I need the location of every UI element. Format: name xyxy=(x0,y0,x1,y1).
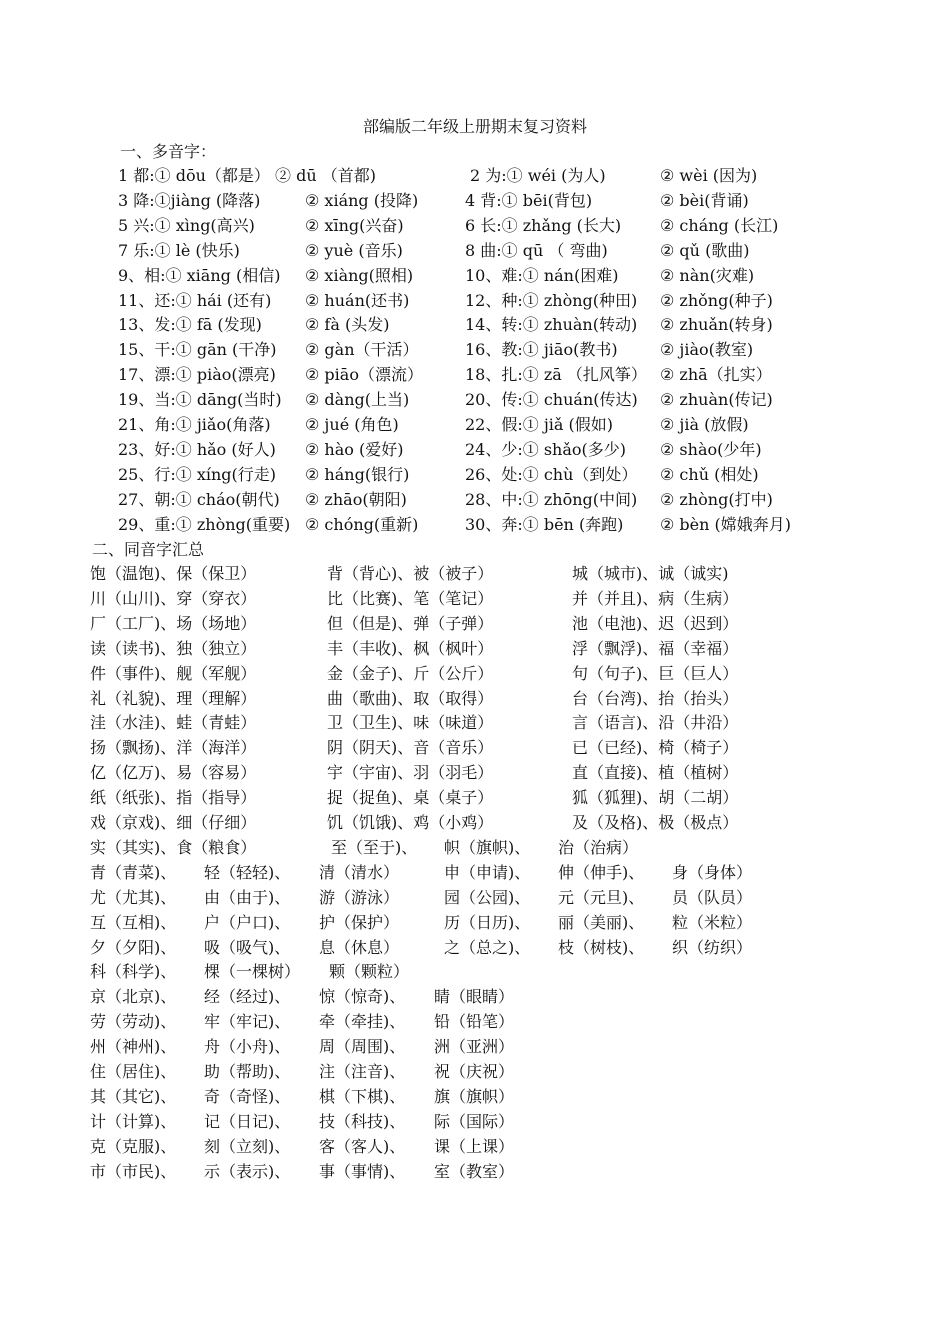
polyphonic-entry: ② zhāo(朝阳) xyxy=(305,489,407,509)
homophone-entry: 劳（劳动)、 xyxy=(90,1012,177,1032)
polyphonic-entry: ② dàng(上当) xyxy=(305,390,410,410)
homophone-entry: 洼（水洼)、蛙（青蛙） xyxy=(90,713,257,733)
homophone-entry: 阴（阴天)、音（音乐） xyxy=(327,738,494,758)
homophone-entry: 饱（温饱)、保（保卫） xyxy=(90,564,257,583)
homophone-entry: 但（但是)、弹（子弹） xyxy=(327,613,494,633)
homophone-entry: 句（句子)、巨（巨人） xyxy=(572,663,739,683)
homophone-entry: 亿（亿万)、易（容易） xyxy=(90,763,257,783)
homophone-entry: 实（其实)、食（粮食） xyxy=(90,837,257,857)
polyphonic-entry: ② bèn (嫦娥奔月) xyxy=(660,514,792,534)
homophone-entry: 曲（歌曲)、取（取得） xyxy=(327,688,494,708)
homophone-entry: 背（背心)、被（被子） xyxy=(327,564,494,583)
polyphonic-entry: ② cháng (长江) xyxy=(660,215,779,235)
homophone-entry: 记（日记)、 xyxy=(204,1111,291,1131)
homophone-entry: 帜（旗帜)、 xyxy=(444,837,531,857)
homophone-entry: 粒（米粒） xyxy=(672,912,753,932)
section-heading-polyphonic: 一、多音字： xyxy=(120,142,217,161)
homophone-entry: 铅（铅笔） xyxy=(434,1012,515,1032)
homophone-entry: 读（读书)、独（独立） xyxy=(90,638,257,658)
homophone-entry: 洲（亚洲） xyxy=(434,1037,515,1057)
polyphonic-entry: ② fà (头发) xyxy=(305,315,390,335)
homophone-entry: 息（休息） xyxy=(319,937,400,957)
homophone-entry: 并（并且)、病（生病） xyxy=(572,588,739,608)
homophone-entry: 牵（牵挂)、 xyxy=(319,1012,406,1032)
homophone-entry: 丰（丰收)、枫（枫叶） xyxy=(327,638,494,658)
polyphonic-entry: 8 曲:① qū （ 弯曲) xyxy=(465,240,608,260)
polyphonic-entry: 3 降:①jiàng (降落) xyxy=(118,190,261,210)
homophone-entry: 吸（吸气)、 xyxy=(204,937,291,957)
polyphonic-entry: 23、好:① hǎo (好人) xyxy=(118,439,276,459)
polyphonic-entry: ② shào(少年) xyxy=(660,439,762,459)
polyphonic-entry: 14、转:① zhuàn(转动) xyxy=(465,315,638,335)
polyphonic-entry: ② nàn(灾难) xyxy=(660,265,755,285)
homophone-entry: 注（注音)、 xyxy=(319,1062,406,1081)
polyphonic-entry: ② bèi(背诵) xyxy=(660,190,749,210)
polyphonic-entry: ② yuè (音乐) xyxy=(305,240,403,260)
homophone-entry: 扬（飘扬)、洋（海洋） xyxy=(90,738,257,758)
polyphonic-entry: 15、干:① gān (干净) xyxy=(118,340,277,360)
polyphonic-entry: ② xiáng (投降) xyxy=(305,190,419,210)
polyphonic-entry: ② zhòng(打中) xyxy=(660,489,773,509)
homophone-entry: 织（纺织） xyxy=(672,937,753,957)
homophone-entry: 纸（纸张)、指（指导） xyxy=(90,788,257,808)
polyphonic-entry: 5 兴:① xìng(高兴) xyxy=(118,215,255,235)
polyphonic-entry: 19、当:① dāng(当时) xyxy=(118,390,282,410)
homophone-entry: 浮（飘浮)、福（幸福） xyxy=(572,638,739,658)
homophone-entry: 捉（捉鱼)、桌（桌子） xyxy=(327,788,494,808)
polyphonic-entry: ② háng(银行) xyxy=(305,464,410,484)
homophone-entry: 事（事情)、 xyxy=(319,1161,406,1181)
homophone-entry: 及（及格)、极（极点） xyxy=(572,813,739,832)
polyphonic-entry: 18、扎:① zā （扎风筝） xyxy=(465,365,647,385)
homophone-entry: 科（科学)、 xyxy=(90,962,177,982)
homophone-entry: 棋（下棋)、 xyxy=(319,1086,406,1106)
homophone-entry: 示（表示)、 xyxy=(204,1161,291,1181)
homophone-entry: 元（元旦)、 xyxy=(558,887,645,907)
homophone-entry: 川（山川)、穿（穿衣） xyxy=(90,588,257,608)
homophone-entry: 舟（小舟)、 xyxy=(204,1037,291,1057)
homophone-entry: 技（科技)、 xyxy=(319,1111,406,1131)
homophone-entry: 比（比赛)、笔（笔记） xyxy=(327,588,494,608)
polyphonic-entry: 24、少:① shǎo(多少) xyxy=(465,439,627,459)
homophone-entry: 枝（树枝)、 xyxy=(558,937,645,957)
homophone-entry: 计（计算)、 xyxy=(90,1111,177,1131)
homophone-entry: 直（直接)、植（植树） xyxy=(572,763,739,783)
polyphonic-entry: 13、发:① fā (发现) xyxy=(118,315,262,335)
homophone-entry: 言（语言)、沿（井沿） xyxy=(572,713,739,733)
polyphonic-entry: 27、朝:① cháo(朝代) xyxy=(118,489,280,509)
polyphonic-entry: 29、重:① zhòng(重要) xyxy=(118,514,291,534)
homophone-entry: 互（互相)、 xyxy=(90,912,177,932)
homophone-entry: 件（事件)、舰（军舰） xyxy=(90,663,257,683)
page-title: 部编版二年级上册期末复习资料 xyxy=(362,117,587,136)
homophone-entry: 惊（惊奇)、 xyxy=(319,987,406,1007)
homophone-entry: 际（国际） xyxy=(434,1111,515,1131)
polyphonic-entry: 16、教:① jiāo(教书) xyxy=(465,340,618,360)
homophone-entry: 身（身体） xyxy=(672,862,753,882)
polyphonic-entry: ② jué (角色) xyxy=(305,415,399,434)
homophone-entry: 室（教室） xyxy=(434,1161,515,1181)
polyphonic-entry: 6 长:① zhǎng (长大) xyxy=(465,215,622,235)
homophone-entry: 宇（宇宙)、羽（羽毛） xyxy=(327,763,494,783)
homophone-entry: 历（日历)、 xyxy=(444,912,531,932)
polyphonic-entry: 12、种:① zhòng(种田) xyxy=(465,290,638,310)
homophone-entry: 颗（颗粒） xyxy=(329,962,410,982)
polyphonic-entry: 4 背:① bēi(背包) xyxy=(465,190,593,210)
homophone-entry: 护（保护） xyxy=(319,912,400,932)
polyphonic-entry: 9、相:① xiāng (相信) xyxy=(118,265,281,285)
section-heading-homophones: 二、同音字汇总 xyxy=(92,540,205,559)
homophone-entry: 清（清水） xyxy=(319,862,400,882)
homophone-entry: 员（队员） xyxy=(672,887,753,907)
homophone-entry: 助（帮助)、 xyxy=(204,1062,291,1081)
homophone-entry: 克（克服)、 xyxy=(90,1136,177,1156)
polyphonic-entry: ② xiàng(照相) xyxy=(305,265,414,285)
polyphonic-entry: ② hào (爱好) xyxy=(305,439,404,459)
homophone-entry: 卫（卫生)、味（味道） xyxy=(327,713,494,733)
homophone-entry: 经（经过)、 xyxy=(204,987,291,1007)
homophone-entry: 伸（伸手)、 xyxy=(558,862,645,882)
homophone-entry: 牢（牢记)、 xyxy=(204,1012,291,1032)
polyphonic-entry: ② huán(还书) xyxy=(305,290,410,310)
polyphonic-entry: 10、难:① nán(困难) xyxy=(465,265,619,285)
homophone-entry: 申（申请)、 xyxy=(444,862,531,882)
polyphonic-entry: 25、行:① xíng(行走) xyxy=(118,464,277,484)
homophone-entry: 户（户口)、 xyxy=(204,912,291,932)
polyphonic-entry: ② xīng(兴奋) xyxy=(305,215,404,235)
polyphonic-entry: 2 为:① wéi (为人) xyxy=(470,166,606,185)
homophone-entry: 奇（奇怪)、 xyxy=(204,1086,291,1106)
homophone-entry: 丽（美丽)、 xyxy=(558,912,645,932)
homophone-entry: 祝（庆祝） xyxy=(434,1062,515,1081)
polyphonic-entry: ② chóng(重新) xyxy=(305,514,419,534)
homophone-entry: 池（电池)、迟（迟到） xyxy=(572,613,739,633)
homophone-entry: 已（已经)、椅（椅子） xyxy=(572,738,739,758)
homophone-entry: 旗（旗帜） xyxy=(434,1086,515,1106)
polyphonic-entry: ② zhuǎn(转身) xyxy=(660,315,773,335)
homophone-entry: 礼（礼貌)、理（理解） xyxy=(90,688,257,708)
homophone-entry: 之（总之)、 xyxy=(444,937,531,957)
homophone-entry: 刻（立刻)、 xyxy=(204,1136,291,1156)
homophone-entry: 周（周围)、 xyxy=(319,1037,406,1057)
polyphonic-entry: 22、假:① jiǎ (假如) xyxy=(465,415,614,434)
polyphonic-entry: ② qǔ (歌曲) xyxy=(660,240,750,260)
polyphonic-entry: ② jiào(教室) xyxy=(660,340,754,360)
homophone-entry: 金（金子)、斤（公斤） xyxy=(327,663,494,683)
homophone-entry: 市（市民)、 xyxy=(90,1161,177,1181)
homophone-entry: 州（神州)、 xyxy=(90,1037,177,1057)
polyphonic-entry: ② gàn（干活） xyxy=(305,340,419,360)
polyphonic-entry: 21、角:① jiǎo(角落) xyxy=(118,415,271,434)
polyphonic-entry: 20、传:① chuán(传达) xyxy=(465,390,638,410)
homophone-entry: 棵（一棵树） xyxy=(204,962,301,982)
polyphonic-entry: 1 都:① dōu（都是） ② dū （首都) xyxy=(118,166,376,185)
polyphonic-entry: 11、还:① hái (还有) xyxy=(118,290,272,310)
homophone-entry: 由（由于)、 xyxy=(204,887,291,907)
homophone-entry: 住（居住)、 xyxy=(90,1062,177,1081)
homophone-entry: 睛（眼睛） xyxy=(434,987,515,1007)
polyphonic-entry: ② wèi (因为) xyxy=(660,166,758,185)
polyphonic-entry: ② zhā（扎实） xyxy=(660,365,772,385)
polyphonic-entry: ② chǔ (相处) xyxy=(660,464,759,484)
homophone-entry: 课（上课） xyxy=(434,1136,515,1156)
homophone-entry: 青（青菜)、 xyxy=(90,862,177,882)
homophone-entry: 厂（工厂)、场（场地） xyxy=(90,613,257,633)
homophone-entry: 游（游泳） xyxy=(319,887,400,907)
homophone-entry: 夕（夕阳)、 xyxy=(90,937,177,957)
polyphonic-entry: 7 乐:① lè (快乐) xyxy=(118,240,240,260)
homophone-entry: 饥（饥饿)、鸡（小鸡） xyxy=(327,813,494,832)
homophone-entry: 台（台湾)、抬（抬头） xyxy=(572,688,739,708)
homophone-entry: 轻（轻轻)、 xyxy=(204,862,291,882)
homophone-entry: 京（北京)、 xyxy=(90,987,177,1007)
homophone-entry: 其（其它)、 xyxy=(90,1086,177,1106)
homophone-entry: 戏（京戏)、细（仔细） xyxy=(90,813,257,832)
homophone-entry: 尤（尤其)、 xyxy=(90,887,177,907)
polyphonic-entry: ② zhuàn(传记) xyxy=(660,390,773,410)
polyphonic-entry: 30、奔:① bēn (奔跑) xyxy=(465,514,624,534)
homophone-entry: 园（公园)、 xyxy=(444,887,531,907)
homophone-entry: 狐（狐狸)、胡（二胡） xyxy=(572,788,739,808)
polyphonic-entry: 17、漂:① piào(漂亮) xyxy=(118,365,276,385)
homophone-entry: 至（至于)、 xyxy=(331,837,418,857)
homophone-entry: 客（客人)、 xyxy=(319,1136,406,1156)
polyphonic-entry: ② piāo（漂流） xyxy=(305,365,423,385)
polyphonic-entry: ② jià (放假) xyxy=(660,415,749,434)
polyphonic-entry: 26、处:① chù（到处） xyxy=(465,464,638,484)
homophone-entry: 城（城市)、诚（诚实) xyxy=(572,564,729,583)
polyphonic-entry: 28、中:① zhōng(中间) xyxy=(465,489,638,509)
homophone-entry: 治（治病） xyxy=(558,837,639,857)
polyphonic-entry: ② zhǒng(种子) xyxy=(660,290,773,310)
